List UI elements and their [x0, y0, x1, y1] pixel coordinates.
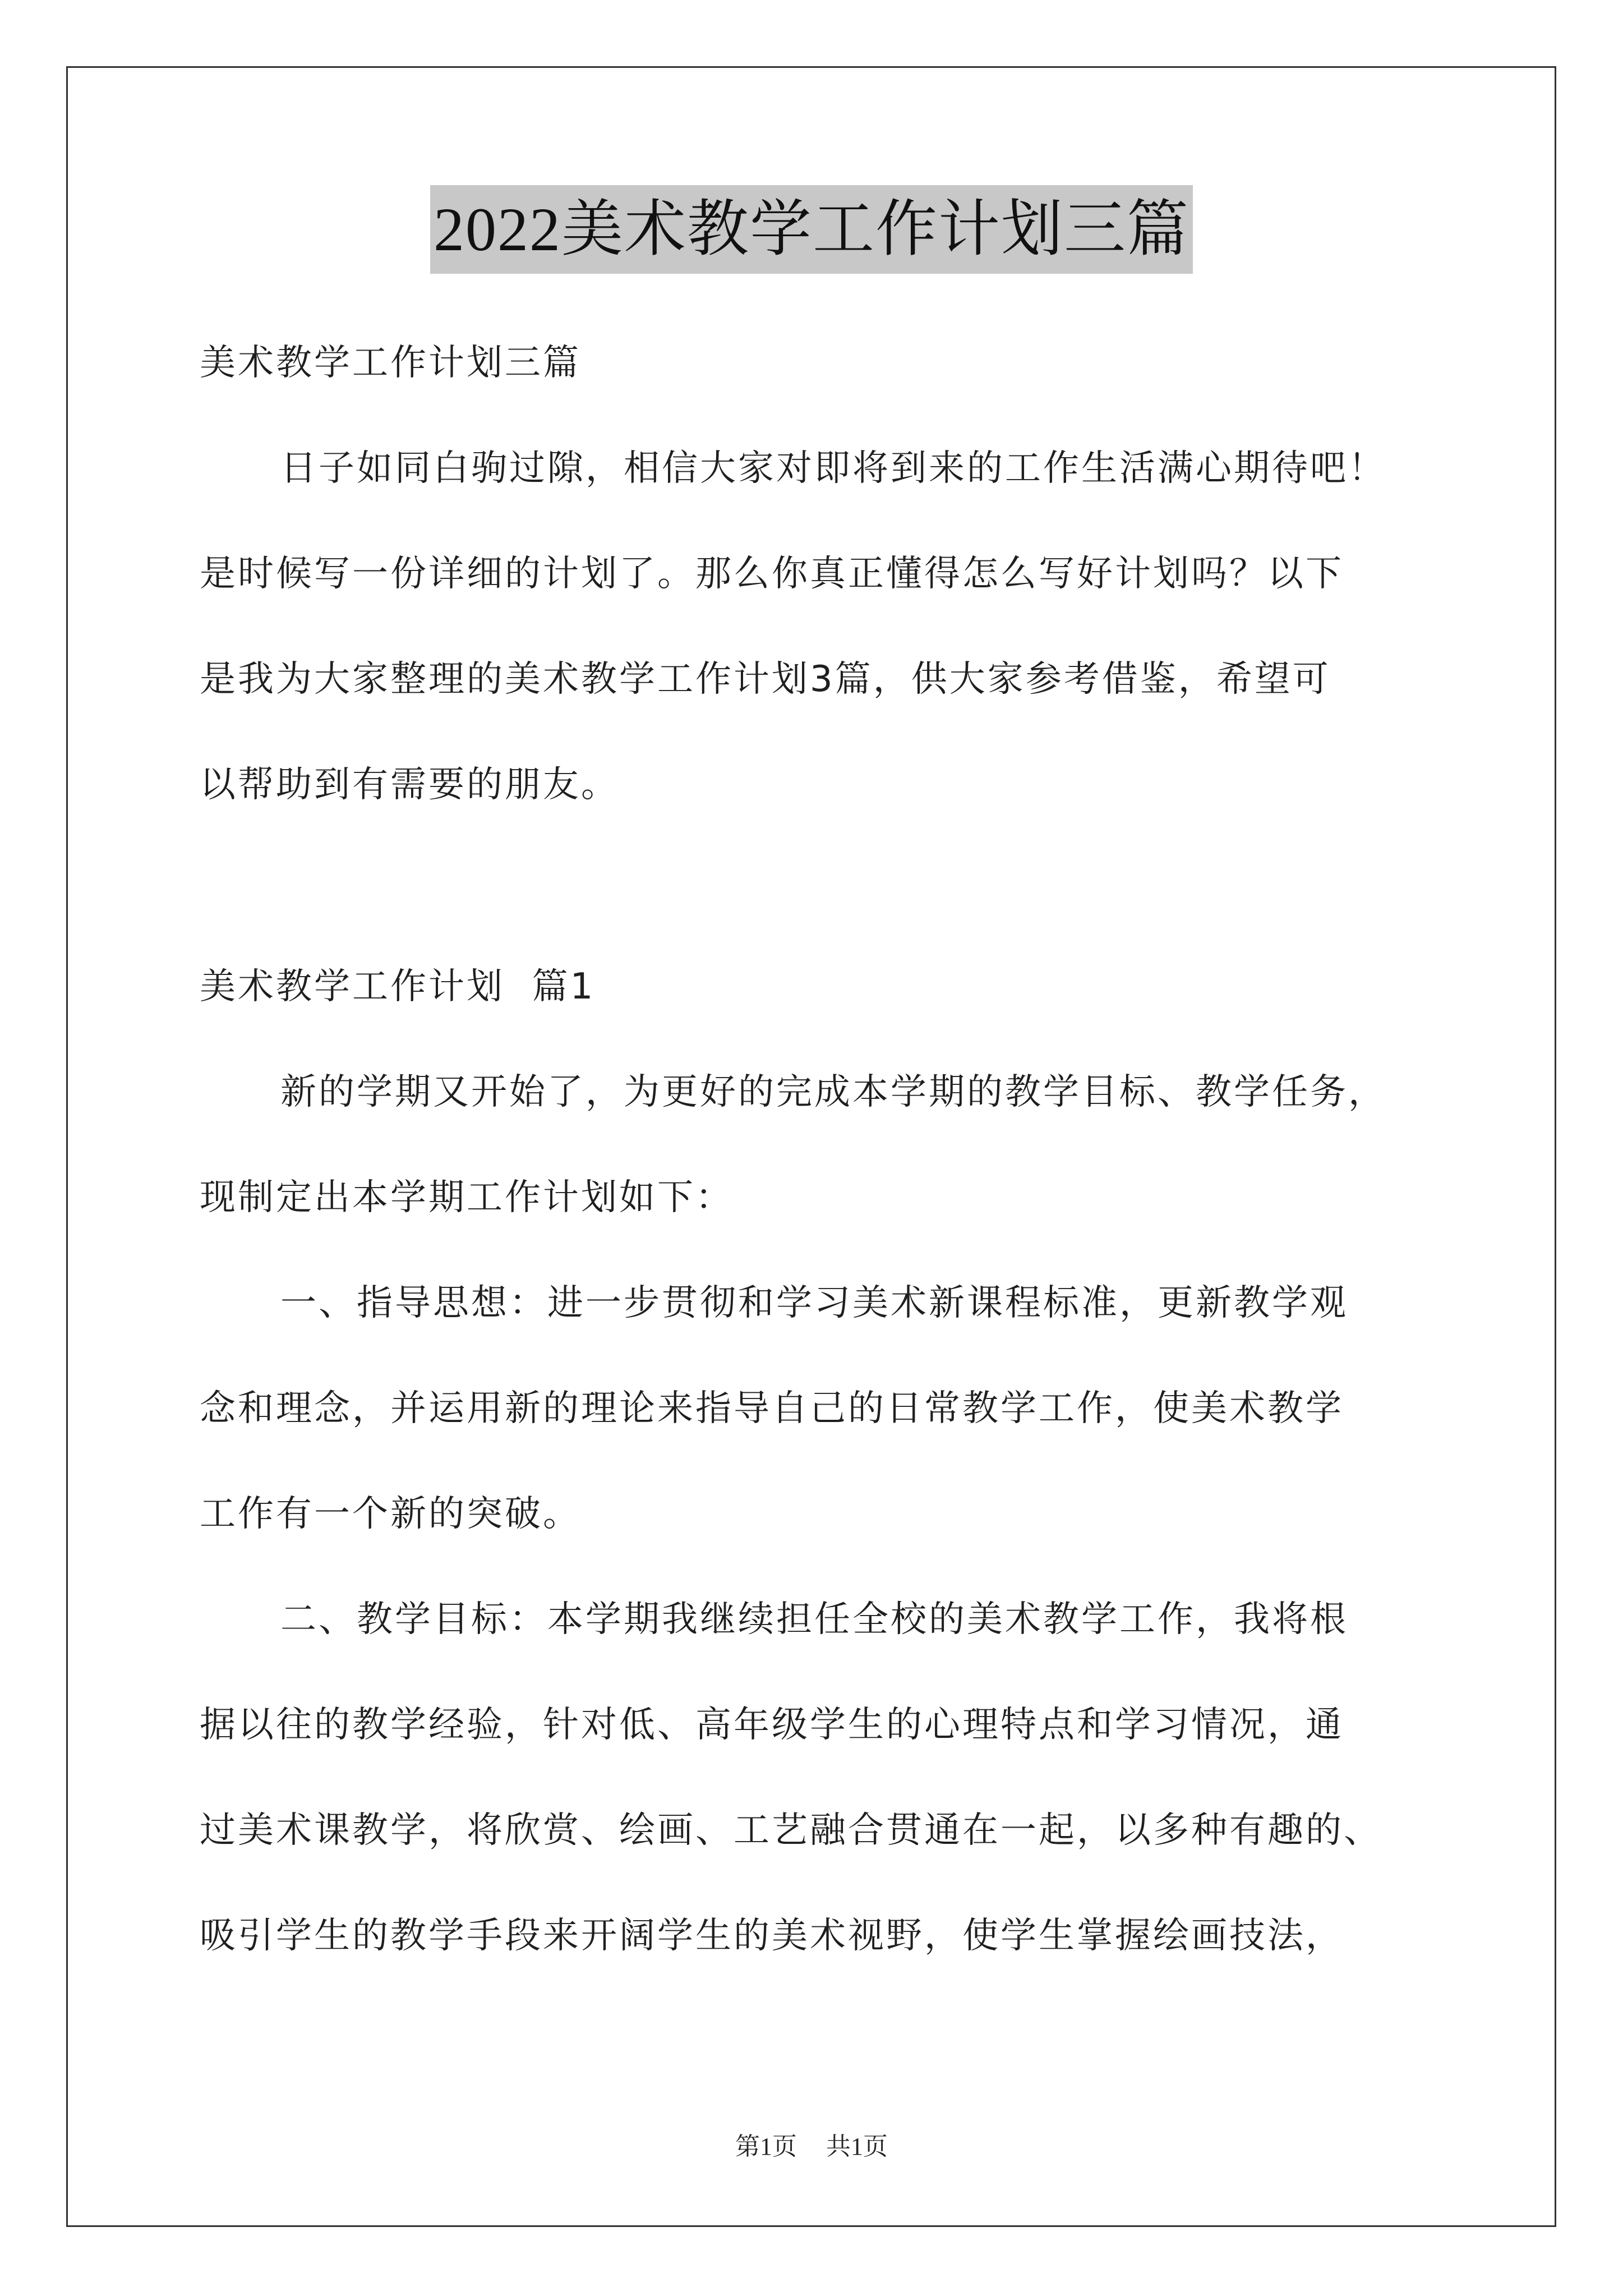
paragraph-line: 吸引学生的教学手段来开阔学生的美术视野，使学生掌握绘画技法，	[200, 1915, 1344, 1957]
intro-line: 日子如同白驹过隙，相信大家对即将到来的工作生活满心期待吧！	[280, 448, 1386, 489]
paragraph-line: 据以往的教学经验，针对低、高年级学生的心理特点和学习情况，通	[200, 1704, 1344, 1746]
intro-line: 是时候写一份详细的计划了。那么你真正懂得怎么写好计划吗？以下	[200, 553, 1344, 595]
page-number-total: 共1页	[826, 2133, 888, 2160]
paragraph-line: 过美术课教学，将欣赏、绘画、工艺融合贯通在一起，以多种有趣的、	[200, 1810, 1382, 1851]
paragraph-line: 二、教学目标：本学期我继续担任全校的美术教学工作，我将根	[280, 1599, 1348, 1640]
section-heading: 美术教学工作计划 篇1	[200, 966, 596, 1007]
paragraph-line: 念和理念，并运用新的理论来指导自己的日常教学工作，使美术教学	[200, 1388, 1344, 1429]
document-body	[200, 310, 1456, 1989]
intro-line: 以帮助到有需要的朋友。	[200, 764, 619, 806]
page-footer	[0, 2126, 1623, 2162]
paragraph-line: 现制定出本学期工作计划如下：	[200, 1177, 734, 1218]
intro-line: 是我为大家整理的美术教学工作计划3篇，供大家参考借鉴，希望可	[200, 659, 1331, 700]
paragraph-line: 工作有一个新的突破。	[200, 1493, 581, 1535]
page-number-current: 第1页	[735, 2133, 797, 2160]
title-container	[0, 185, 1623, 274]
paragraph-line: 新的学期又开始了，为更好的完成本学期的教学目标、教学任务，	[280, 1071, 1386, 1113]
document-subtitle: 美术教学工作计划三篇	[200, 342, 581, 384]
paragraph-line: 一、指导思想：进一步贯彻和学习美术新课程标准，更新教学观	[280, 1282, 1348, 1324]
document-title: 2022美术教学工作计划三篇	[430, 185, 1193, 274]
